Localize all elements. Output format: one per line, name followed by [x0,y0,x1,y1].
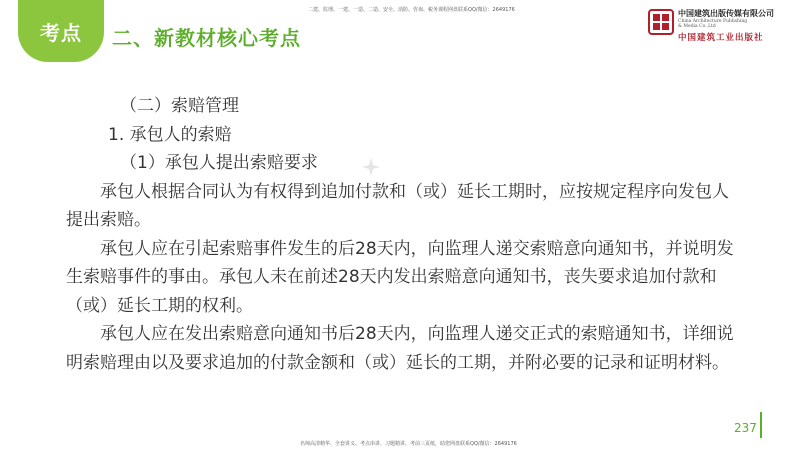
heading-submit-claim: （1）承包人提出索赔要求 [120,153,318,173]
top-notice-text: 二建、监理、一建、一造、二造、安全、消防、咨询、税务课程网盘联系QQ/微信：2649176 [308,7,515,13]
publisher-name-en: China Architecture Publishing & Media Co.,Ltd [678,19,748,29]
topic-badge-label: 考点 [40,20,82,45]
bottom-notice-text: 名师高清精华、全套讲义、考点串讲、习题精讲、考前三页纸，助您网盘联系QQ/微信：2649176 [300,441,517,447]
page-number: 237 [734,421,757,435]
topic-badge [18,0,104,62]
publisher-logo-icon [648,9,674,35]
publisher-name-cn: 中国建筑出版传媒有限公司 [678,9,774,18]
paragraph-3: 承包人应在发出索赔意向通知书后28天内，向监理人递交正式的索赔通知书，详细说明索赔理由以及要求追加的付款金额和（或）延长的工期，并附必要的记录和证明材料。 [66,324,734,373]
paragraph-2: 承包人应在引起索赔事件发生的后28天内，向监理人递交索赔意向通知书，并说明发生索赔事件的事由。承包人未在前述28天内发出索赔意向通知书，丧失要求追加付款和（或）延长工期的权利。 [66,238,734,316]
publisher-logo [648,8,798,42]
section-title: 二、新教材核心考点 [112,26,301,50]
publisher-calligraphy: 中国建筑工业出版社 [678,33,764,43]
slide-content [66,92,740,377]
heading-claims-management: （二）索赔管理 [120,96,239,116]
footer-accent-rule [760,412,762,438]
paragraph-1: 承包人根据合同认为有权得到追加付款和（或）延长工期时，应按规定程序向发包人提出索赔。 [66,181,729,230]
heading-contractor-claims: 1. 承包人的索赔 [108,124,232,145]
